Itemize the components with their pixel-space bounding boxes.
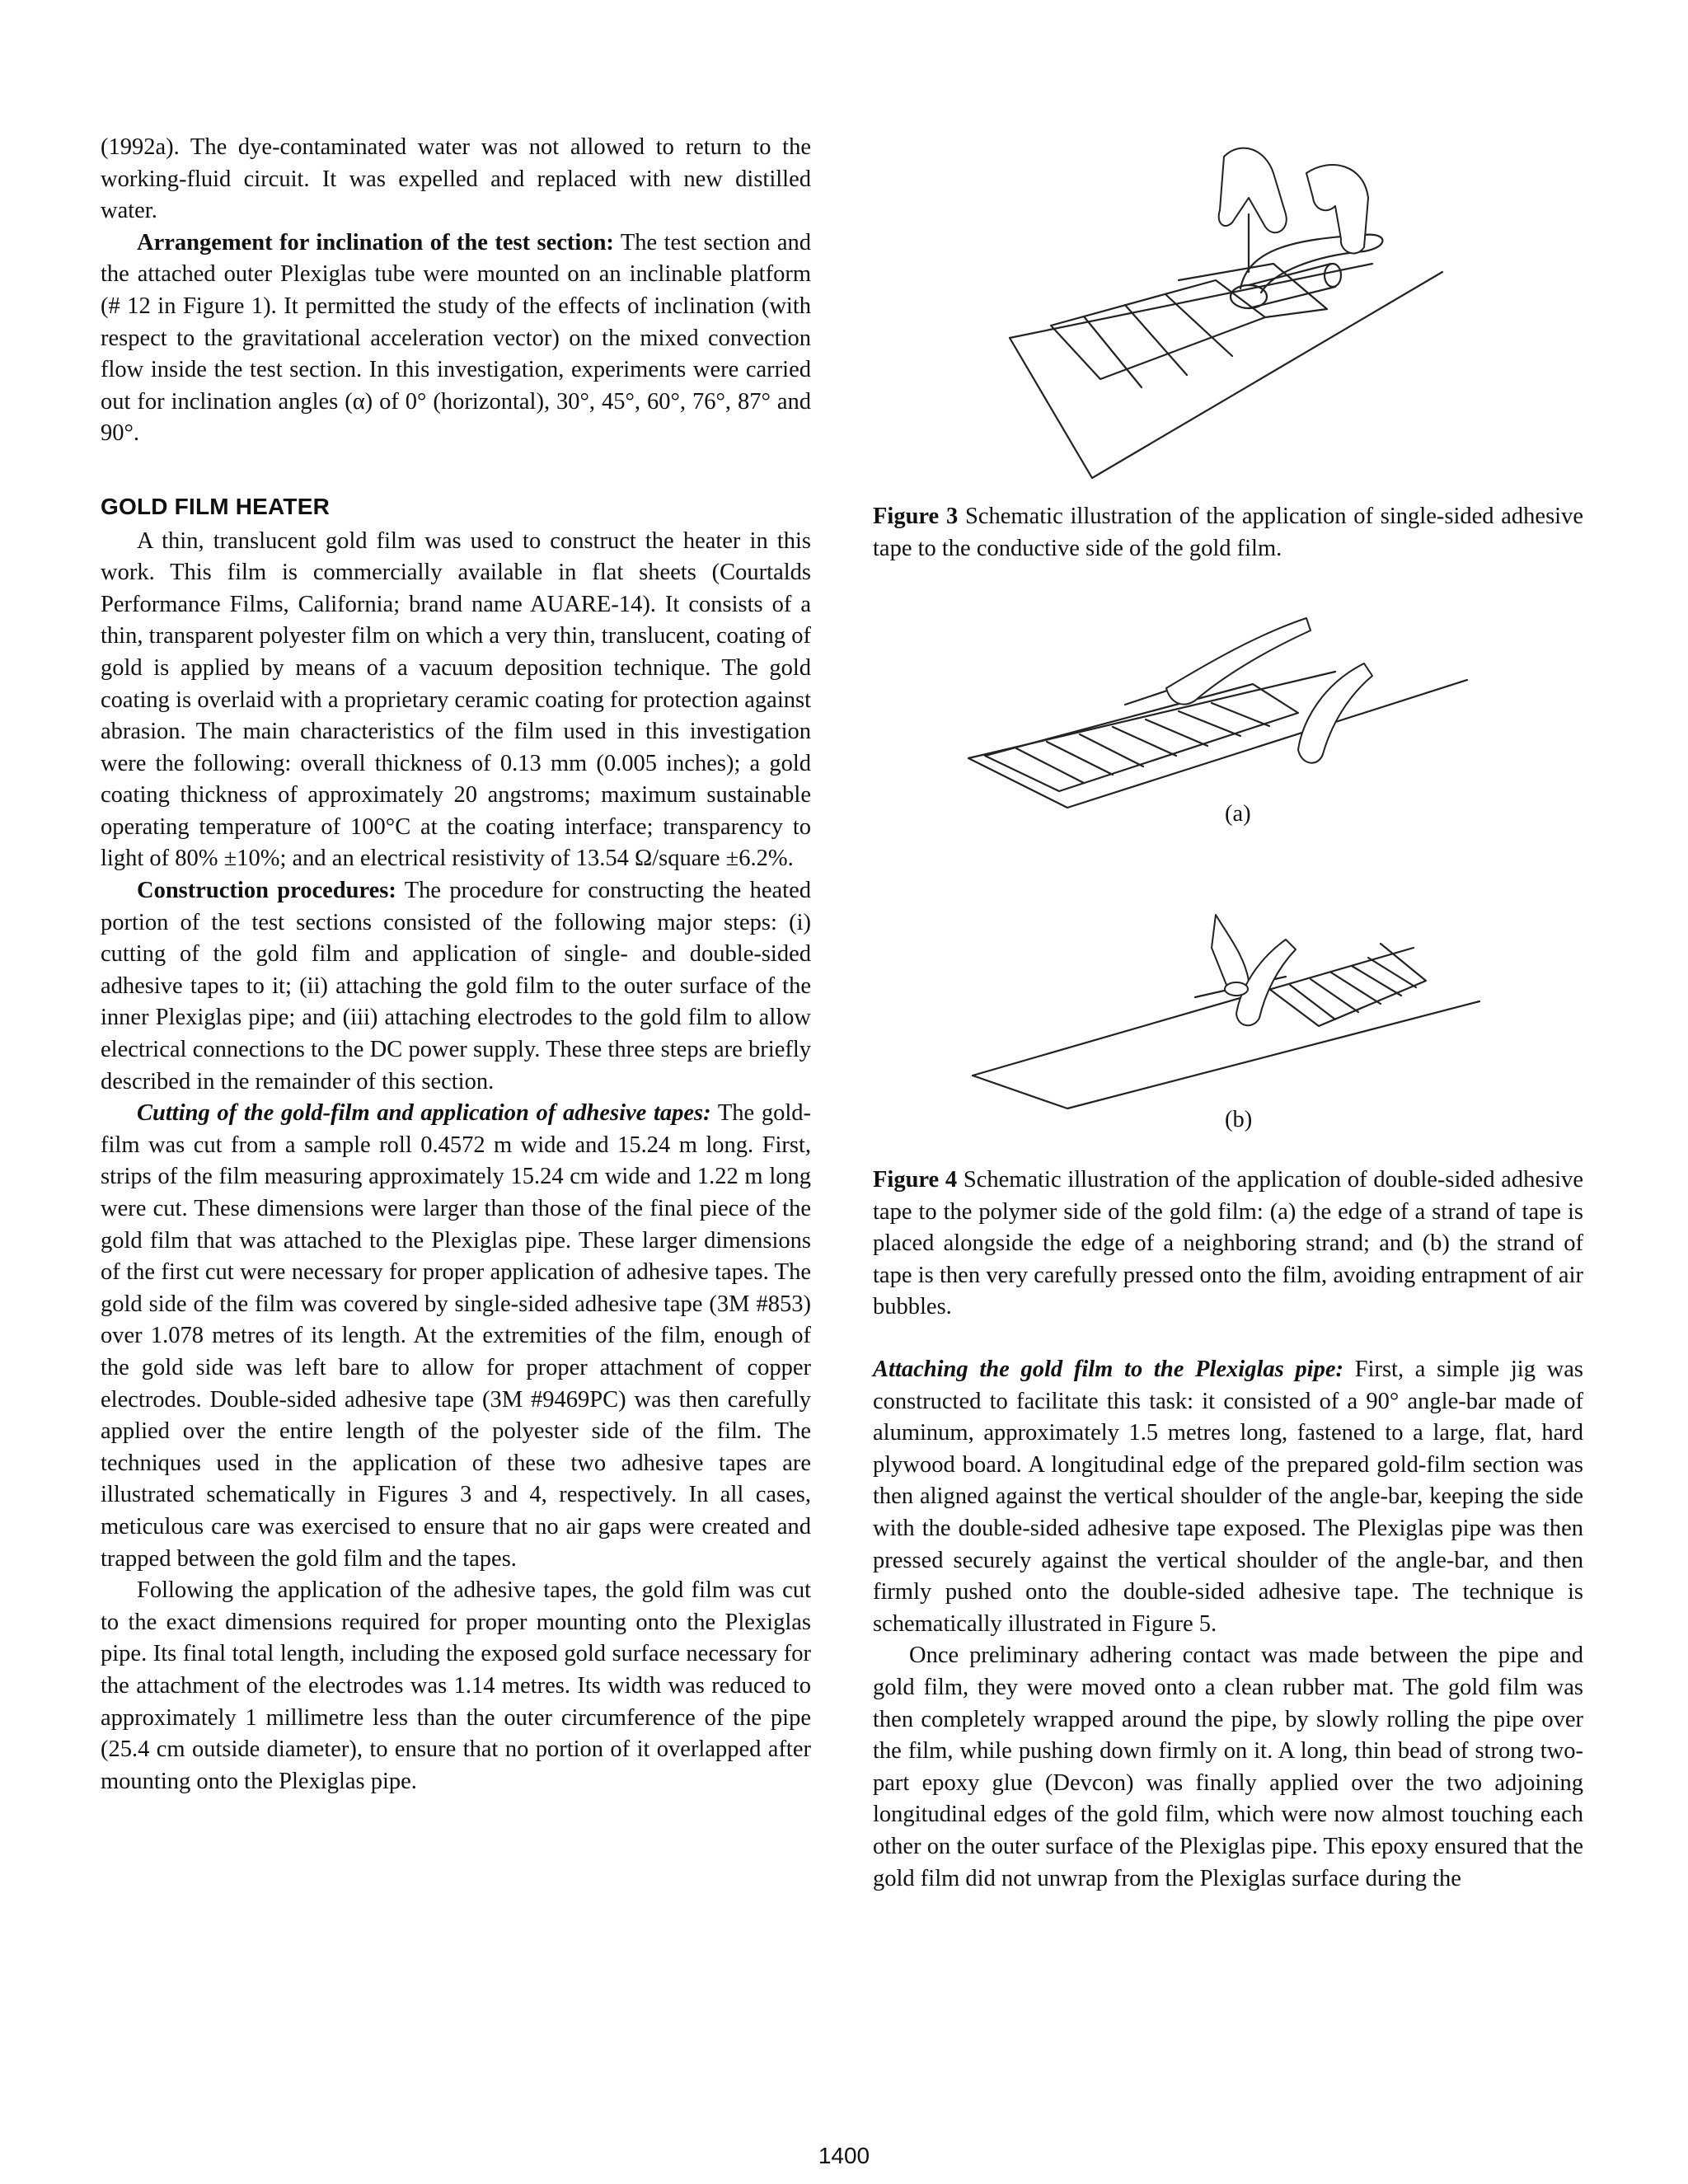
paragraph-construction-text: The procedure for constructing the heated portion of the test sections consisted of the following major steps: (i) cutting of the gold film and application of single- and double-sided adhesive tapes to it; (ii) attaching the gold film to the outer surface of the inner Plexiglas pipe; and (iii) attaching electrodes to the gold film to allow electrical connections to the DC power supply. These three steps are briefly described in the remainder of this section. <box>101 878 811 1094</box>
figure-4b-sublabel: (b) <box>1225 1107 1253 1132</box>
figure-4-caption <box>873 1165 1583 1324</box>
paragraph-cutting-text: The gold-film was cut from a sample roll 0.4572 m wide and 15.24 m long. First, strips of the film measuring approximately 15.24 cm wide and 1.22 m long were cut. These dimensions were larger than those of the final piece of the gold film that was attached to the Plexiglas pipe. These larger dimensions of the first cut were necessary for proper application of adhesive tapes. The gold side of the film was covered by single-sided adhesive tape (3M #853) over 1.078 metres of its length. At the extremities of the film, enough of the gold side was left bare to allow for proper attachment of copper electrodes. Double-sided adhesive tape (3M #9469PC) was then carefully applied over the entire length of the polyester side of the film. The techniques used in the application of these two adhesive tapes are illustrated schematically in Figures 3 and 4, respectively. In all cases, meticulous care was exercised to ensure that no air gaps were created and trapped between the gold film and the tapes. <box>101 1100 812 1572</box>
figure-4-label: Figure 4 <box>873 1167 958 1193</box>
figure-3-illustration <box>1001 140 1447 503</box>
paragraph-gold-film: A thin, translucent gold film was used to construct the heater in this work. This film is commercially available in flat sheets (Courtalds Performance Films, California; brand name AUARE-14). It consists of a thin, transparent polyester film on which a very thin, translucent, coating of gold is applied by means of a vacuum deposition technique. The gold coating is overlaid with a proprietary ceramic coating for protection against abrasion. The main characteristics of the film used in this investigation were the following: overall thickness of 0.13 mm (0.005 inches); a gold coating thickness of approximately 20 angstroms; maximum sustainable operating temperature of 100°C at the coating interface; transparency to light of 80% ±10%; and an electrical resistivity of 13.54 Ω/square ±6.2%. <box>101 527 811 872</box>
figure-4-caption-text: Schematic illustration of the application of double-sided adhesive tape to the polymer side of the gold film: (a) the edge of a strand of tape is placed alongside the edge of a neighboring strand; and (b) the strand of tape is then very carefully pressed onto the film, avoiding entrapment of air bubbles. <box>873 1167 1583 1320</box>
paragraph-continued: (1992a). The dye-contaminated water was not allowed to return to the working-fluid circuit. It was expelled and replaced with new distilled water. <box>101 134 811 224</box>
figure-3-caption-text: Schematic illustration of the application of single-sided adhesive tape to the conductive side of the gold film. <box>873 504 1583 561</box>
figure-3-caption <box>873 501 1583 565</box>
figure-4a-illustration <box>960 606 1479 812</box>
page-number: 1400 <box>818 2143 870 2168</box>
right-column <box>873 1354 1583 1895</box>
paragraph-inclination <box>101 227 811 450</box>
paragraph-wrapping: Once preliminary adhering contact was made between the pipe and gold film, they were moved onto a clean rubber mat. The gold film was then completely wrapped around the pipe, by slowly rolling the pipe over the film, while pushing down firmly on it. A long, thin bead of strong two-part epoxy glue (Devcon) was finally applied over the two adjoining longitudinal edges of the gold film, which were now almost touching each other on the outer surface of the Plexiglas pipe. This epoxy ensured that the gold film did not unwrap from the Plexiglas surface during the <box>873 1643 1583 1891</box>
paragraph-attaching-text: First, a simple jig was constructed to facilitate this task: it consisted of a 90° angle-bar made of aluminum, approximately 1.5 metres long, fastened to a large, flat, hard plywood board. A longitudinal edge of the prepared gold-film section was then aligned against the vertical shoulder of the angle-bar, keeping the side with the double-sided adhesive tape exposed. The Plexiglas pipe was then pressed securely against the vertical shoulder of the angle-bar, and then firmly pushed onto the double-sided adhesive tape. The technique is schematically illustrated in Figure 5. <box>873 1357 1583 1637</box>
figure-4b-illustration <box>964 890 1492 1113</box>
paragraph-cutting <box>101 1098 811 1575</box>
section-heading-gold-film-heater: GOLD FILM HEATER <box>101 493 330 519</box>
paragraph-final-dimensions: Following the application of the adhesive tapes, the gold film was cut to the exact dimensions required for proper mounting onto the Plexiglas pipe. Its final total length, including the exposed gold surface necessary for the attachment of the electrodes was 1.14 metres. Its width was reduced to approximately 1 millimetre less than the outer circumference of the pipe (25.4 cm outside diameter), to ensure that no portion of it overlapped after mounting onto the Plexiglas pipe. <box>101 1577 811 1794</box>
left-column <box>101 132 811 1797</box>
run-in-heading-inclination: Arrangement for inclination of the test section: <box>137 229 614 255</box>
paragraph-attaching <box>873 1354 1583 1640</box>
figure-3-label: Figure 3 <box>873 504 959 529</box>
paragraph-inclination-text: The test section and the attached outer Plexiglas tube were mounted on an inclinable platform (# 12 in Figure 1). It permitted the study of the effects of inclination (with respect to the gravitational acceleration vector) on the mixed convection flow inside the test section. In this investigation, experiments were carried out for inclination angles (α) of 0° (horizontal), 30°, 45°, 60°, 76°, 87° and 90°. <box>101 229 812 447</box>
run-in-heading-construction: Construction procedures: <box>137 878 396 904</box>
paragraph-construction <box>101 875 811 1098</box>
run-in-heading-attaching: Attaching the gold film to the Plexiglas pipe: <box>873 1357 1343 1382</box>
run-in-heading-cutting: Cutting of the gold-film and application of adhesive tapes: <box>137 1100 711 1127</box>
figure-4a-sublabel: (a) <box>1225 801 1251 827</box>
